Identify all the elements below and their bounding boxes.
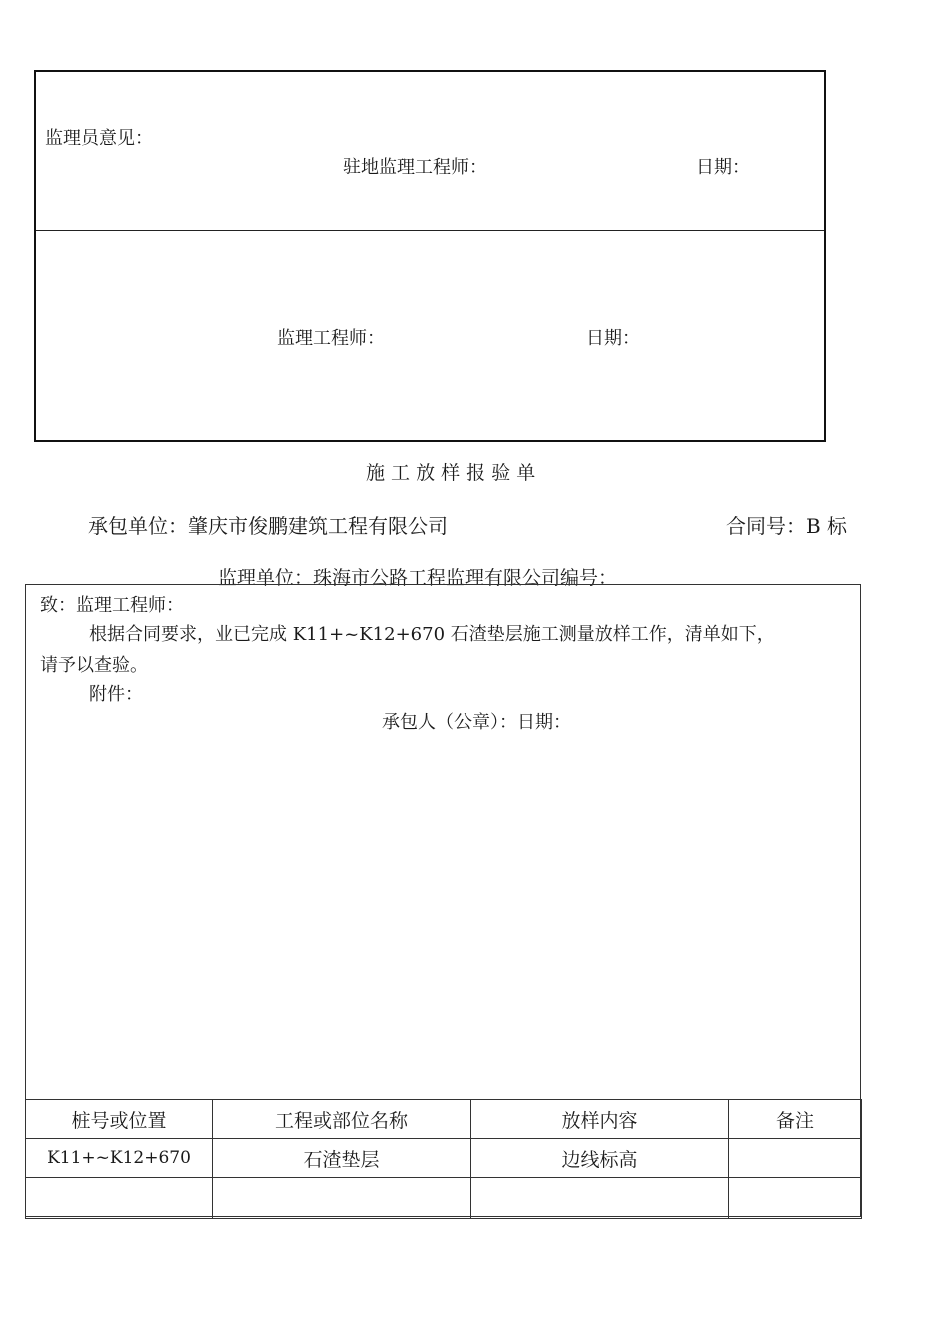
table-row: [26, 1178, 862, 1219]
header-cell-location: 桩号或位置: [26, 1100, 213, 1139]
header-cell-content: 放样内容: [471, 1100, 729, 1139]
contractor-line: 承包单位：肇庆市俊鹏建筑工程有限公司: [88, 514, 448, 538]
table-cell: [26, 1178, 213, 1219]
table-cell: [213, 1178, 471, 1219]
contract-no-line: 合同号：B 标: [726, 514, 848, 538]
table-cell: [729, 1139, 862, 1178]
table-cell: [729, 1178, 862, 1219]
supervisor-line: 监理单位：珠海市公路工程监理有限公司编号：: [218, 567, 618, 589]
body-line-1: 根据合同要求，业已完成 K11+~K12+670 石渣垫层施工测量放样工作，清单如下，: [89, 624, 775, 645]
table-cell: 边线标高: [471, 1139, 729, 1178]
attachment-label: 附件：: [89, 684, 143, 705]
engineer-label: 监理工程师：: [277, 328, 385, 349]
review-box-divider: [36, 230, 824, 231]
table-header-row: [26, 1100, 862, 1139]
table-cell: K11+~K12+670: [26, 1139, 213, 1178]
page-title: 施 工 放 样 报 验 单: [366, 462, 536, 484]
to-line: 致：监理工程师：: [40, 595, 184, 616]
date-label-2: 日期：: [586, 328, 640, 349]
body-line-2: 请予以查验。: [40, 655, 148, 676]
header-cell-part-name: 工程或部位名称: [213, 1100, 471, 1139]
inspector-opinion-label: 监理员意见：: [45, 128, 153, 149]
signature-line: 承包人（公章）：日期：: [382, 712, 571, 733]
table-row: [26, 1139, 862, 1178]
header-cell-remarks: 备注: [729, 1100, 862, 1139]
resident-engineer-label: 驻地监理工程师：: [343, 157, 487, 178]
table-cell: [471, 1178, 729, 1219]
table-cell: 石渣垫层: [213, 1139, 471, 1178]
date-label-1: 日期：: [696, 157, 750, 178]
survey-table: [25, 1099, 862, 1219]
